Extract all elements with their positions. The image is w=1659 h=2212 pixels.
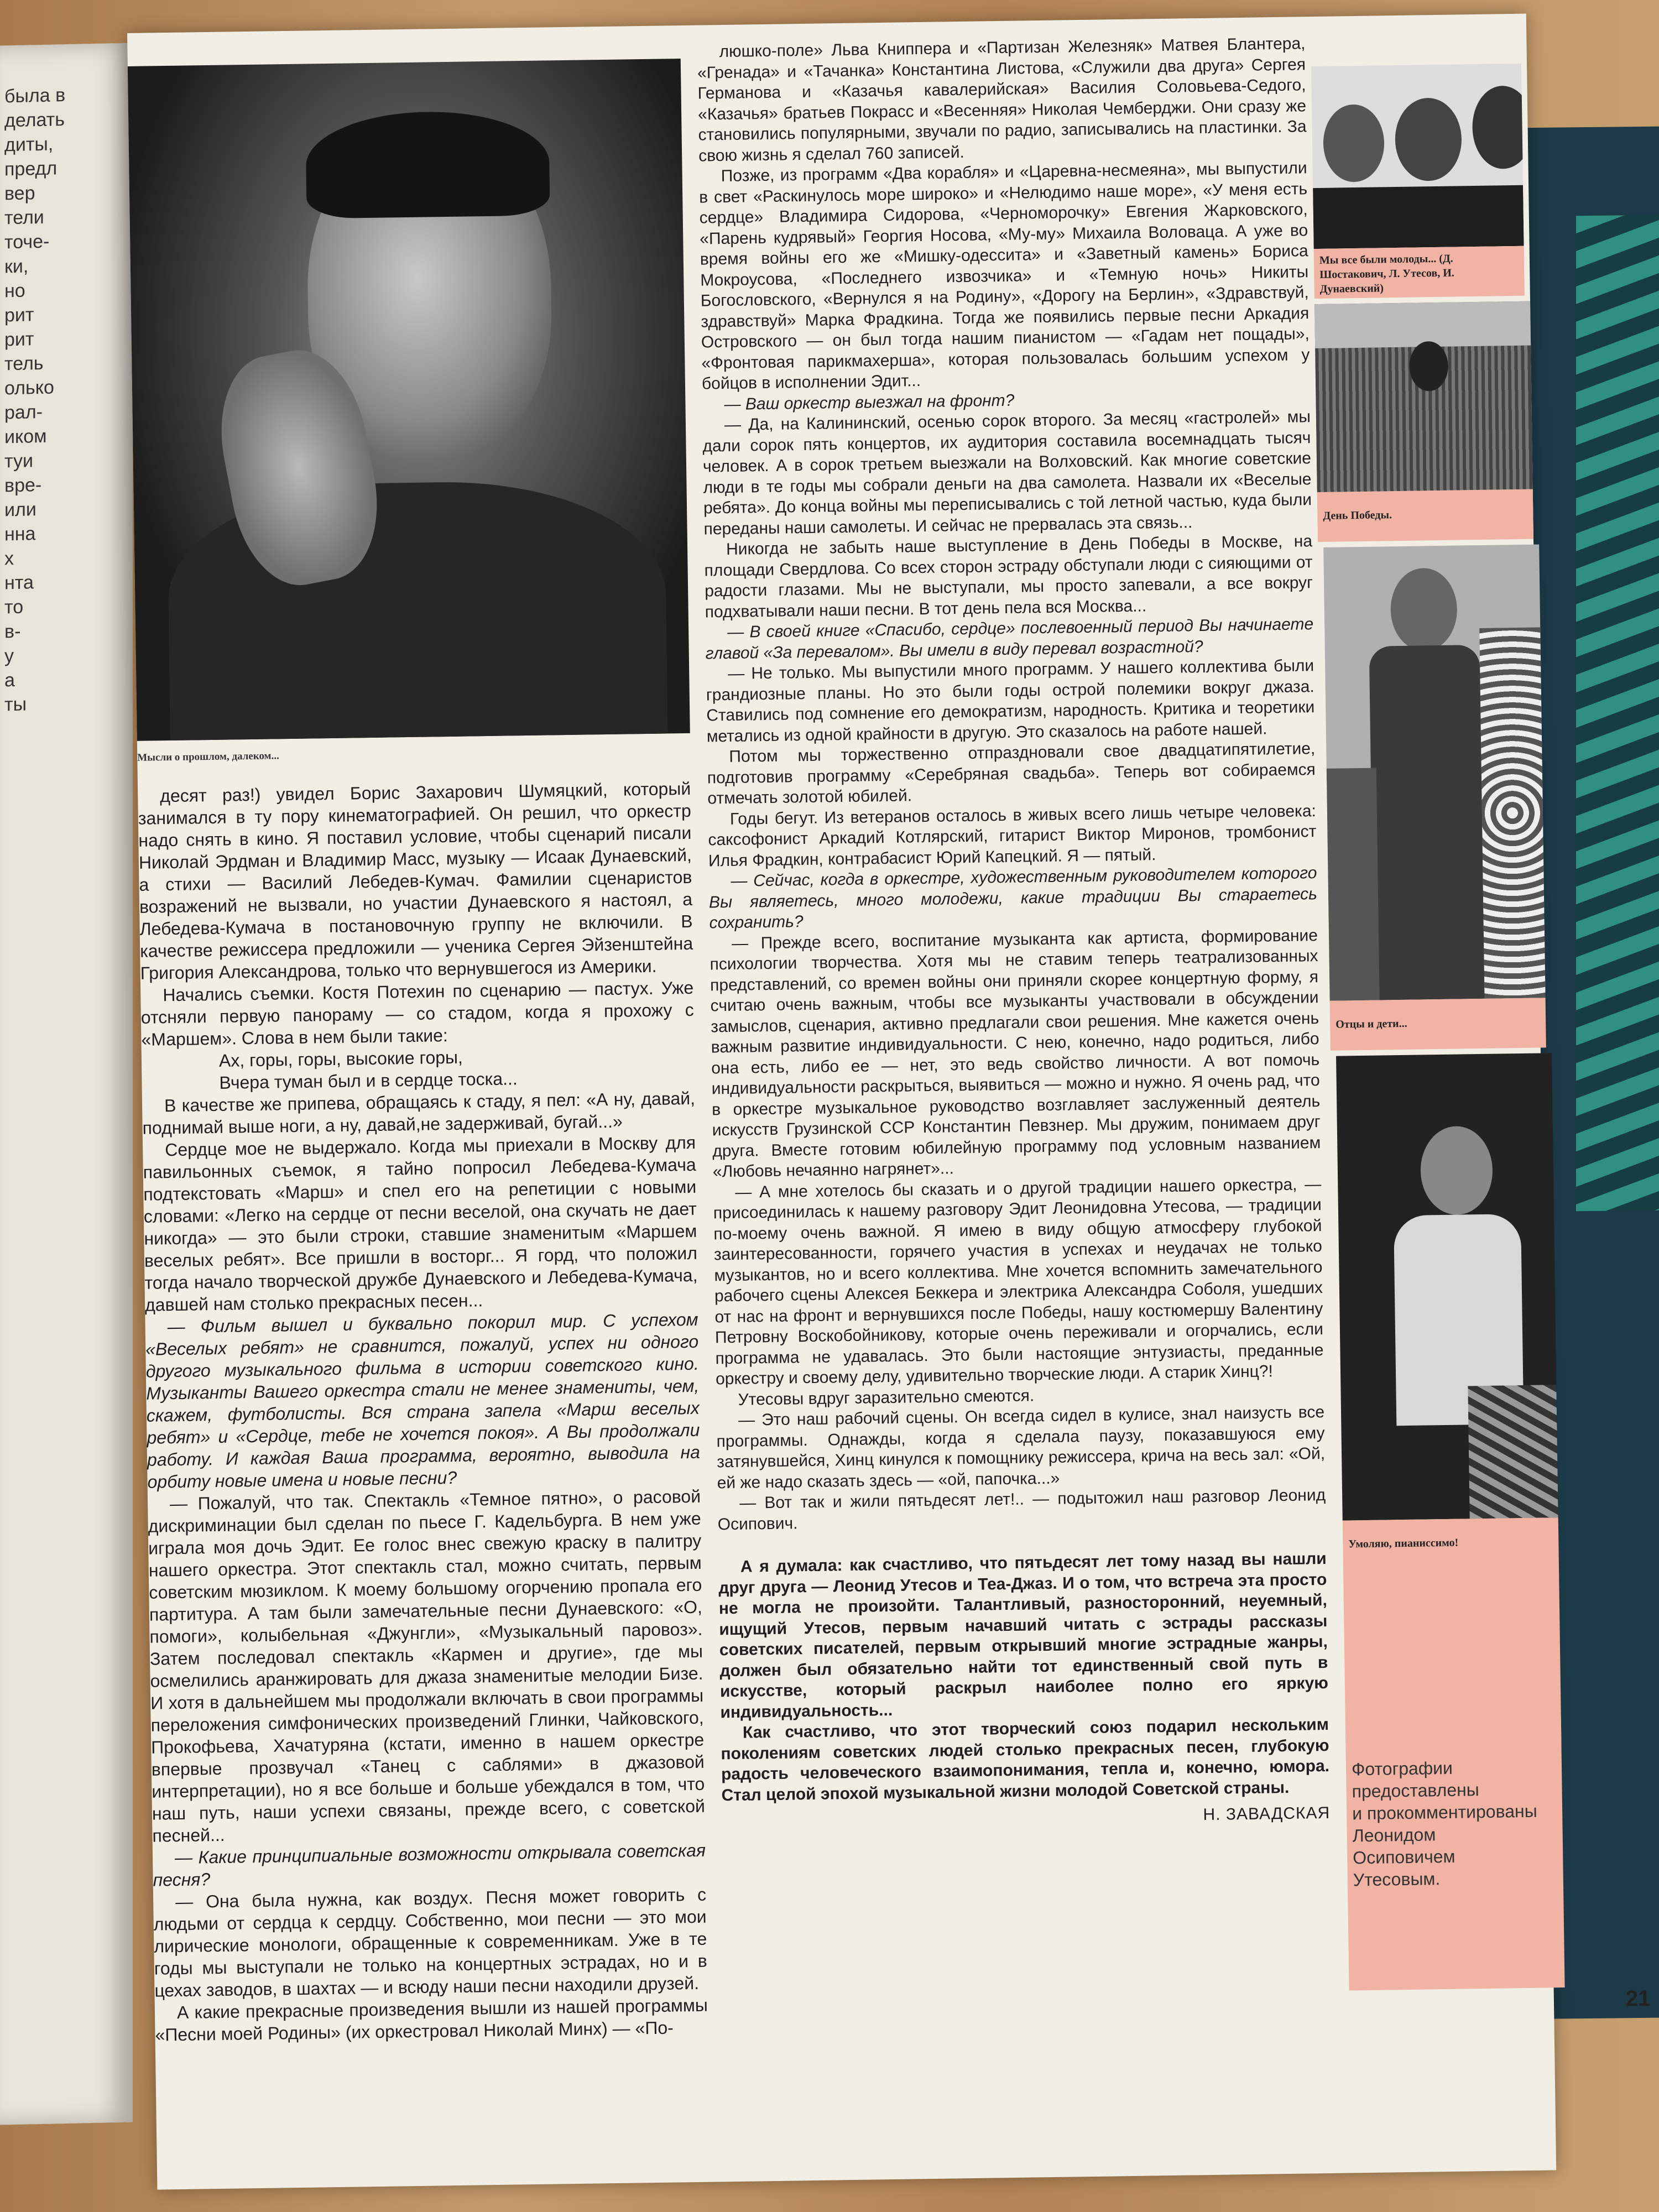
right_column-paragraph: люшко-поле» Льва Книппера и «Партизан Железняк» Матвея Блантера, «Гренада» и «Тачанка» Константина Листова, «Служили два друга» Сергея Германова и «Казачья кавалерийская» Василия Соловьева-Седого, «Казачья» братьев Покрасс и «Весенняя» Николая Чемберджи. Они сразу же становились популярными, звучали по радио, записывались на пластинки. За свою жизнь я сделал 760 записей. xyxy=(697,34,1307,165)
photo-father-head xyxy=(1390,568,1458,652)
left-text-column xyxy=(138,778,708,2046)
caption-fathers: Отцы и дети... xyxy=(1330,998,1546,1050)
magazine-page xyxy=(127,14,1651,2190)
cover-ornament xyxy=(1576,215,1659,1212)
left_column-paragraph: — Пожалуй, что так. Спектакль «Темное пятно», о расовой дискриминации был сделан по пьесе Г. Кадельбурга. В нем уже играла моя дочь Эдит. Ее голос внес свежую краску в палитру нашего оркестра. Этот спектакль стал, можно считать, первым советским мюзиклом. К моему большому огорчению пропала его партитура. А там были замечательные песни Дунаевского: «О, помоги», колыбельная «Джунгли», «Музыкальный паровоз». Затем последовал спектакль «Кармен и другие», где мы осмелились аранжировать для джаза знаменитые мелодии Бизе. И хотя в дальнейшем мы продолжали включать в свои программы переложения симфонических произведений Глинки, Чайковского, Прокофьева, Хачатуряна (кстати, именно в нашем оркестре впервые прозвучал «Танец с саблями» в джазовой интерпретации), но я все больше и больше убеждался в том, что наш путь, наши успехи связаны, прежде всего, с советской песней... xyxy=(148,1486,706,1846)
right_column-paragraph: — Это наш рабочий сцены. Он всегда сидел в кулисе, знал наизусть все программы. Однажды, когда я сделала паузу, показавшуюся ему затянувшейся, Хинц кинулся к помощнику режиссера, крича на весь зал: «Ой, ей же надо сказать здесь — «ой, папочка...» xyxy=(716,1403,1326,1492)
left_column-paragraph: А какие прекрасные произведения вышли из нашей программы «Песни моей Родины» (их оркестровал Николай Минх) — «По- xyxy=(155,1995,708,2045)
photo-person-2 xyxy=(1395,97,1462,181)
photo-young-friends xyxy=(1311,64,1524,249)
portrait-hair xyxy=(305,110,550,218)
left_column-paragraph: — Фильм вышел и буквально покорил мир. С успехом «Веселых ребят» не сравнится, пожалуй, успех ни одного другого музыкального фильма в истории советского кино. Музыканты Вашего оркестра стали не менее знамениты, чем, скажем, футболисты. Вся страна запела «Марш веселых ребят» и «Сердце, тебе не хочется покоя». А Вы продолжали работу. И каждая Ваша программа, вероятно, выводила на орбиту новые имена и новые песни? xyxy=(145,1309,701,1492)
author-signature: Н. ЗАВАДСКАЯ xyxy=(1203,1803,1331,1824)
photo-credit: Фотографии предоставлены и прокомментированы Леонидом Осиповичем Утесовым. xyxy=(1345,1717,1565,1990)
portrait-caption: Мысли о прошлом, далеком... xyxy=(137,750,279,764)
previous-page xyxy=(0,43,133,2125)
left_column-paragraph: Ах, горы, горы, высокие горы, Вчера туман был и в сердце тоска... xyxy=(218,1047,518,1093)
photo-father-suit xyxy=(1369,645,1485,1000)
photo-sky xyxy=(1314,301,1531,348)
right_column-paragraph: — Не только. Мы выпустили много программ. У нашего коллектива были грандиозные планы. Но это были годы острой полемики вокруг джаза. Ставились под сомнение его демократизм, народность. Критика и теоретики метались из одной крайности в другую. Это сказалось на работе нашей. xyxy=(706,656,1315,745)
right_column-paragraph: — Ваш оркестр выезжал на фронт? xyxy=(724,391,1015,414)
photo-speaker xyxy=(1409,341,1448,392)
photo-person-1 xyxy=(1323,104,1385,182)
left_column-paragraph: Сердце мое не выдержало. Когда мы приехали в Москву для павильонных съемок, я тайно попросил Лебедева-Кумача подтекстовать «Марш» и спел его на репетиции с новыми словами: «Легко на сердце от песни веселой, она скучать не дает никогда» — это были строки, ставшие знаменитым «Маршем веселых ребят». Все пришли в восторг... Я горд, что положил тогда начало творческой дружбе Дунаевского и Лебедева-Кумача, давшей нам столько прекрасных песен... xyxy=(143,1132,698,1315)
right_column-paragraph: Годы бегут. Из ветеранов осталось в живых всего лишь четыре человека: саксофонист Аркадий Котлярский, гитарист Виктор Миронов, тромбонист Илья Фрадкин, контрабасист Юрий Капецкий. Я — пятый. xyxy=(708,801,1317,870)
right_column-paragraph: Как счастливо, что этот творческий союз подарил нескольким поколениям советских людей столько прекрасных песен, глубокую радость человеческого взаимопонимания, тепла и, конечно, юмора. Стал целой эпохой музыкальной жизни молодой Советской страны. xyxy=(721,1715,1330,1804)
photo-fathers-children xyxy=(1323,544,1545,1000)
right_column-paragraph: — Сейчас, когда в оркестре, художественным руководителем которого Вы являетесь, много молодежи, какие традиции Вы стараетесь сохранить? xyxy=(708,864,1318,932)
photo-suits xyxy=(1313,185,1524,249)
left_column-paragraph: — Она была нужна, как воздух. Песня может говорить с людьми от сердца к сердцу. Собственно, мои песни — это мои лирические монологи, обращенные к современникам. Уже в те годы мы выступали не только на концертных эстрадах, но и в цехах заводов, в шахтах — и всюду наши песни находили друзей. xyxy=(153,1884,708,2001)
right-text-column xyxy=(697,33,1330,1832)
photo-person-3 xyxy=(1472,86,1524,170)
photo-dress xyxy=(1479,627,1545,998)
left_column-paragraph: — Какие принципиальные возможности открывала советская песня? xyxy=(153,1840,706,1890)
caption-pianissimo: Умоляю, пианиссимо! xyxy=(1348,1536,1459,1551)
right_column-paragraph: — В своей книге «Спасибо, сердце» послевоенный период Вы начинаете главой «За перевалом». Вы имели в виду перевал возрастной? xyxy=(705,615,1314,663)
left_column-paragraph: десят раз!) увидел Борис Захарович Шумяцкий, который занимался в ту пору кинематографией. Он решил, что оркестр надо снять в кино. Я поставил условие, чтобы сценарий писали Николай Эрдман и Владимир Масс, музыку — Исаак Дунаевский, а стихи — Василий Лебедев-Кумач. Фамилии сценаристов возражений не вызвали, но участии Дунаевского я настоял, а Лебедева-Кумача в постановочную группу не включили. В качестве режиссера предложили — ученика Сергея Эйзенштейна Григория Александрова, только что вернувшегося из Америки. xyxy=(138,778,693,983)
portrait-photo xyxy=(128,59,690,741)
photo-audience xyxy=(1327,768,1380,1001)
left_column-paragraph: В качестве же припева, обращаясь к стаду, я пел: «А ну, давай, поднимай выше ноги, а ну, давай,не задерживай, бугай...» xyxy=(142,1088,696,1138)
photo-conductor-head xyxy=(1420,1126,1493,1215)
right_column-paragraph: А я думала: как счастливо, что пятьдесят лет тому назад вы нашли друг друга — Леонид Утесов и Теа-Джаз. И о том, что встреча эта просто не могла не произойти. Талантливый, разносторонний, неуемный, ищущий Утесов, первым начавший читать с эстрады рассказы советских писателей, первым открывший многие эстрадные жанры, должен был обязательно найти тот единственный свой путь в искусстве, который раскрыл наиболее полно его яркую индивидуальность... xyxy=(718,1549,1329,1721)
previous-page-text: была в делать диты, предл вер тели точе- ки, но рит рит тель олько рал- иком туи вре- или нна х нта то в- у а ты xyxy=(4,85,66,716)
photo-victory-day xyxy=(1314,301,1533,492)
page-number: 21 xyxy=(1625,1986,1651,2011)
right_column-paragraph: — Прежде всего, воспитание музыканта как артиста, формирование психологии творчества. Хотя мы не ставим теперь театрализованных представлений, со времен войны они приняли скорее концертную форму, я считаю очень важным, чтобы все музыканты участвовали в обсуждении замыслов, сценария, активно предлагали свои решения. Мне кажется очень важным развитие индивидуальности. С нею, конечно, надо родиться, либо она есть, либо ее — нет, это ведь свойство личности. А вот помочь индивидуальности раскрыться, выявиться — можно и нужно. Я очень рад, что в оркестре музыкальное руководство возглавляет заслуженный деятель искусств Грузинской ССР Константин Певзнер. Мы дружим, понимаем друг друга. Вместе готовим юбилейную программу под условным названием «Любовь нечаянно нагрянет»... xyxy=(709,926,1321,1181)
right_column-paragraph: — А мне хотелось бы сказать и о другой традиции нашего оркестра, — присоединилась к нашему разговору Эдит Леонидовна Утесова, — традиции по-моему очень важной. Я имею в виду общую атмосферу глубокой заинтересованности, горячего участия в успехах и неудачах не только музыкантов, но и всего коллектива. Мне хочется вспомнить замечательного рабочего сцены Алексея Беккера и электрика Александра Соболя, ушедших от нас на фронт и вернувшихся после Победы, нашу костюмершу Валентину Петровну Воскобойникову, которые очень переживали и огорчались, если программа не удавалась. Это были настоящие энтузиасты, преданные оркестру и своему делу, удивительно творческие люди. А старик Хинц?! xyxy=(713,1175,1324,1389)
right_column-paragraph: Потом мы торжественно отпраздновали свое двадцатипятилетие, подготовив программу «Серебряная свадьба». Теперь вот собираемся отмечать золотой юбилей. xyxy=(707,739,1316,808)
photo-pianissimo xyxy=(1336,1053,1558,1520)
right_column-paragraph: — Вот так и жили пятьдесят лет!.. — подытожил наш разговор Леонид Осипович. xyxy=(717,1486,1326,1533)
caption-young: Мы все были молоды... (Д. Шостакович, Л. Утесов, И. Дунаевский) xyxy=(1314,246,1525,299)
left_column-paragraph: Начались съемки. Костя Потехин по сценарию — пастух. Уже отсняли первую панораму — со стадом, когда я прохожу с «Маршем». Слова в нем были такие: xyxy=(140,977,695,1050)
photo-drums xyxy=(1468,1385,1558,1519)
right_column-paragraph: Никогда не забыть наше выступление в День Победы в Москве, на площади Свердлова. Со всех сторон эстраду обступали люди с сияющими от радости глазами. Мы не выступали, мы просто запевали, а все вокруг подхватывали наши песни. В тот день пела вся Москва... xyxy=(704,532,1313,622)
right_column-paragraph: Позже, из программ «Два корабля» и «Царевна-несмеяна», мы выпустили в свет «Раскинулось море широко» и «Нелюдимо наше море», «У меня есть сердце» Владимира Сидорова, «Черноморочку» Евгения Жарковского, «Парень кудрявый» Георгия Носова, «Му-му» Михаила Воловаца. А уже во время войны его же «Мишку-одессита» и «Заветный камень» Бориса Мокроусова, «Последнего извозчика» и «Темную ночь» Никиты Богословского, «Вернулся я на Родину», «Дорогу на Берлин», «Здравствуй, здравствуй» Марка Фрадкина. Тогда же появились первые песни Аркадия Островского — он был тогда нашим пианистом — «Гадам нет пощады», «Фронтовая парикмахерша», которая пользовалась большим успехом у бойцов в исполнении Эдит... xyxy=(699,159,1310,393)
caption-victory: День Победы. xyxy=(1317,489,1533,542)
right_column-paragraph: — Да, на Калининский, осенью сорок второго. За месяц «гастролей» мы дали сорок пять концертов, их аудитория составила восемнадцать тысяч человек. А в сорок третьем выезжали на Волховский. Как многие советские люди в те годы мы собрали деньги на два самолета. Назвали их «Веселые ребята». До конца войны мы переписывались с той летной частью, куда были переданы наши самолеты. И сейчас не прервалась эта связь... xyxy=(702,408,1312,539)
right_column-paragraph: Утесовы вдруг заразительно смеются. xyxy=(738,1386,1035,1409)
